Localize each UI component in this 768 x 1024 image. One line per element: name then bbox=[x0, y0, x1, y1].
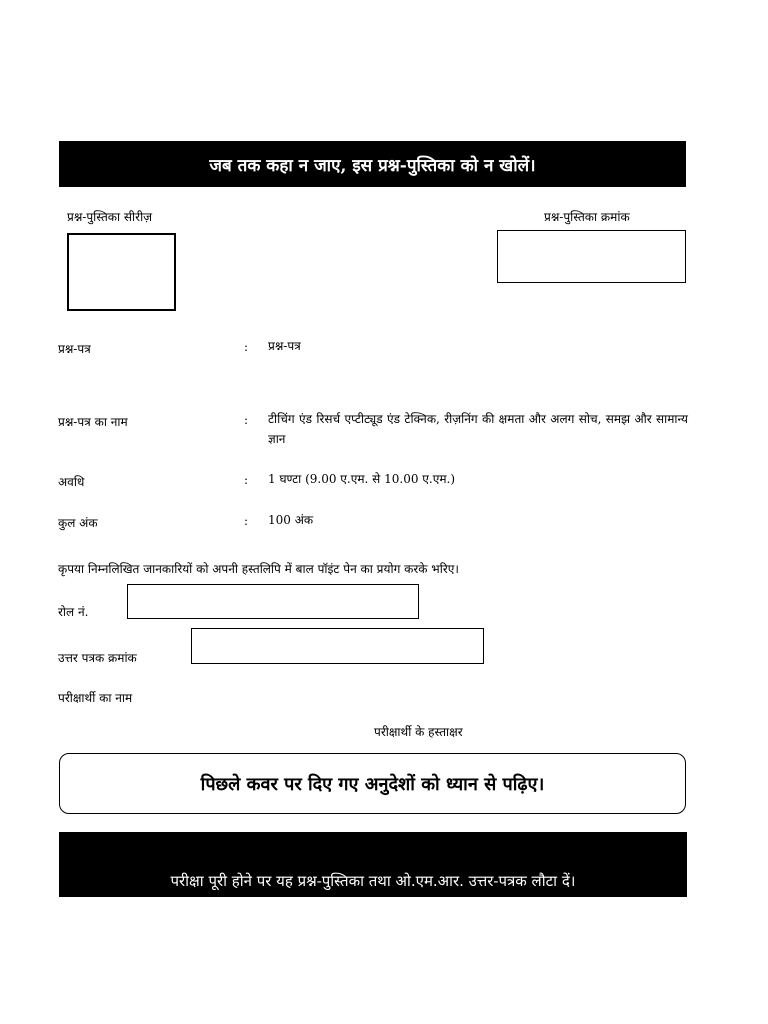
paper-label: प्रश्न-पत्र bbox=[58, 342, 91, 356]
fill-instruction: कृपया निम्नलिखित जानकारियों को अपनी हस्तलिपि में बाल पॉइंट पेन का प्रयोग करके भरिए। bbox=[58, 562, 459, 576]
duration-value: 1 घण्टा (9.00 ए.एम. से 10.00 ए.एम.) bbox=[268, 472, 456, 486]
answer-sheet-number-label: उत्तर पत्रक क्रमांक bbox=[58, 651, 137, 665]
total-marks-label: कुल अंक bbox=[58, 516, 98, 530]
booklet-series-box[interactable] bbox=[67, 233, 176, 311]
duration-label: अवधि bbox=[58, 475, 85, 489]
paper-name-colon: : bbox=[244, 413, 249, 427]
booklet-number-label: प्रश्न-पुस्तिका क्रमांक bbox=[544, 210, 630, 224]
booklet-series-label: प्रश्न-पुस्तिका सीरीज़ bbox=[67, 210, 153, 224]
bottom-return-text: परीक्षा पूरी होने पर यह प्रश्न-पुस्तिका तथा ओ.एम.आर. उत्तर-पत्रक लौटा दें। bbox=[170, 872, 576, 890]
total-marks-value: 100 अंक bbox=[268, 513, 314, 527]
candidate-signature-label: परीक्षार्थी के हस्ताक्षर bbox=[374, 725, 463, 739]
paper-colon: : bbox=[244, 340, 249, 354]
total-marks-colon: : bbox=[244, 514, 249, 528]
candidate-name-label: परीक्षार्थी का नाम bbox=[58, 691, 133, 705]
paper-name-value: टीचिंग एंड रिसर्च एप्टीट्यूड एंड टेक्निक, रीज़निंग की क्षमता और अलग सोच, समझ और सामान्य ज्ञान bbox=[268, 412, 688, 446]
top-warning-banner bbox=[59, 141, 686, 187]
booklet-number-box[interactable] bbox=[497, 230, 686, 283]
top-warning-text: जब तक कहा न जाए, इस प्रश्न-पुस्तिका को न खोलें। bbox=[209, 155, 536, 176]
bottom-return-banner bbox=[59, 832, 687, 897]
paper-name-label: प्रश्न-पत्र का नाम bbox=[58, 415, 128, 429]
roll-number-field[interactable] bbox=[127, 584, 419, 619]
paper-value: प्रश्न-पत्र bbox=[268, 339, 301, 353]
instructions-notice-box bbox=[59, 753, 686, 814]
answer-sheet-number-field[interactable] bbox=[191, 628, 484, 664]
roll-number-label: रोल नं. bbox=[58, 605, 89, 619]
instructions-notice-text: पिछले कवर पर दिए गए अनुदेशों को ध्यान से पढ़िए। bbox=[200, 773, 545, 795]
duration-colon: : bbox=[244, 473, 249, 487]
